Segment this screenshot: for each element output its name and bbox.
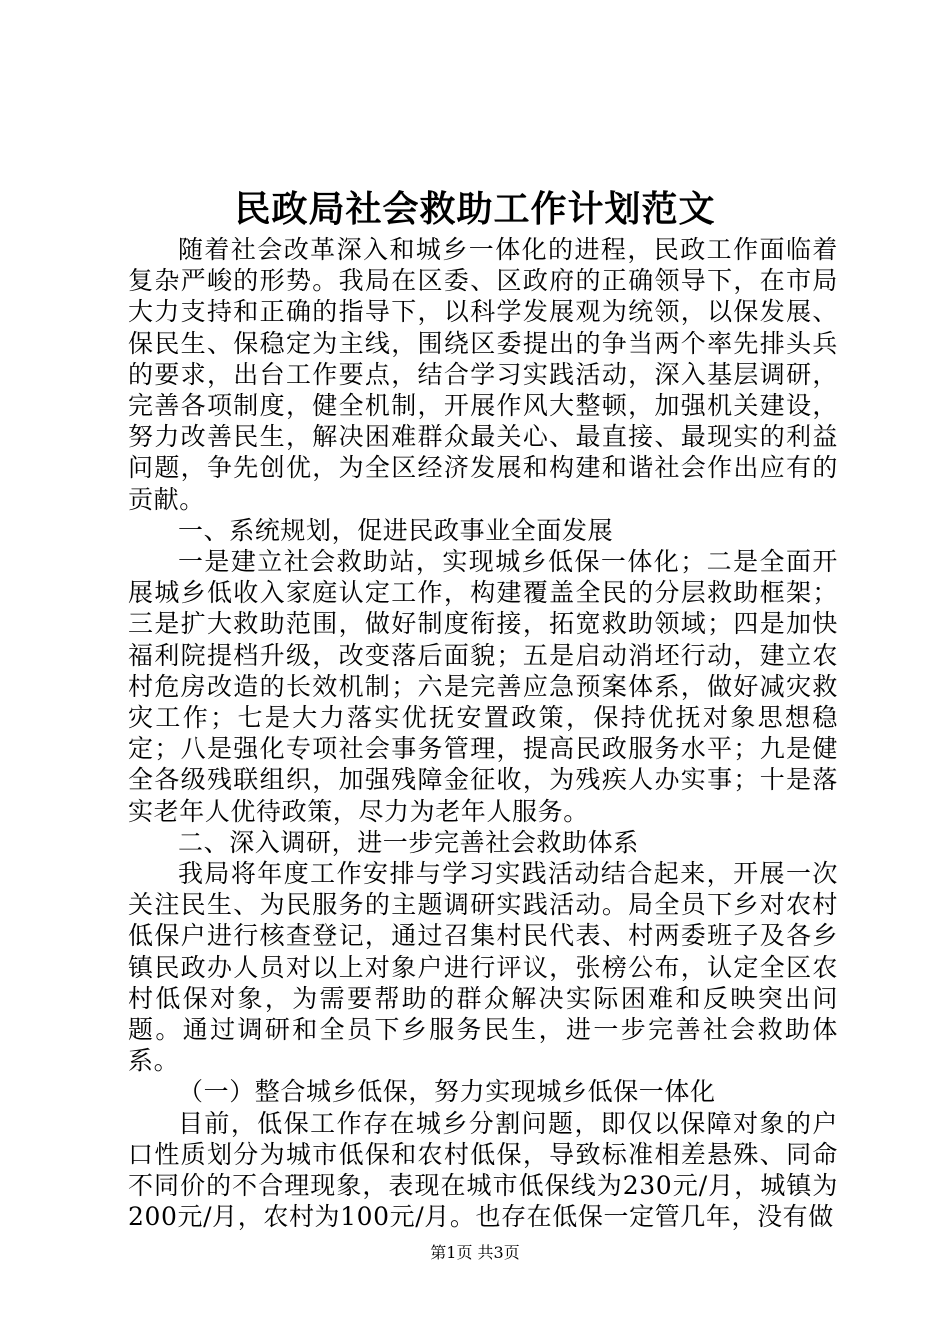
intro-paragraph: 随着社会改革深入和城乡一体化的进程，民政工作面临着复杂严峻的形势。我局在区委、区政府的正确领导下，在市局大力支持和正确的指导下，以科学发展观为统领，以保发展、保民生、保稳定为主线，围绕区委提出的争当两个率先排头兵的要求，出台工作要点，结合学习实践活动，深入基层调研，完善各项制度，健全机制，开展作风大整顿，加强机关建设，努力改善民生，解决困难群众最关心、最直接、最现实的利益问题，争先创优，为全区经济发展和构建和谐社会作出应有的贡献。 [128, 235, 838, 514]
section-heading-1: 一、系统规划，促进民政事业全面发展 [178, 515, 614, 545]
section-2-paragraph: 我局将年度工作安排与学习实践活动结合起来，开展一次关注民生、为民服务的主题调研实践活动。局全员下乡对农村低保户进行核查登记，通过召集村民代表、村两委班子及各乡镇民政办人员对以上对象户进行评议，张榜公布，认定全区农村低保对象，为需要帮助的群众解决实际困难和反映突出问题。通过调研和全员下乡服务民生，进一步完善社会救助体系。 [128, 859, 838, 1076]
subsection-heading-1: （一）整合城乡低保，努力实现城乡低保一体化 [178, 1077, 716, 1107]
document-title: 民政局社会救助工作计划范文 [234, 188, 716, 230]
document-body [128, 234, 838, 1233]
subsection-1-paragraph: 目前，低保工作存在城乡分割问题，即仅以保障对象的户口性质划分为城市低保和农村低保，导致标准相差悬殊、同命不同价的不合理现象，表现在城市低保线为230元/月，城镇为200元/月，农村为100元/月。也存在低保一定管几年，没有做 [128, 1108, 838, 1232]
section-1-paragraph: 一是建立社会救助站，实现城乡低保一体化；二是全面开展城乡低收入家庭认定工作，构建覆盖全民的分层救助框架；三是扩大救助范围，做好制度衔接，拓宽救助领域；四是加快福利院提档升级，改变落后面貌；五是启动消坯行动，建立农村危房改造的长效机制；六是完善应急预案体系，做好减灾救灾工作；七是大力落实优抚安置政策，保持优抚对象思想稳定；八是强化专项社会事务管理，提高民政服务水平；九是健全各级残联组织，加强残障金征收，为残疾人办实事；十是落实老年人优待政策，尽力为老年人服务。 [128, 547, 838, 826]
section-heading-2: 二、深入调研，进一步完善社会救助体系 [178, 827, 639, 857]
page-footer: 第1页 共3页 [430, 1243, 520, 1262]
